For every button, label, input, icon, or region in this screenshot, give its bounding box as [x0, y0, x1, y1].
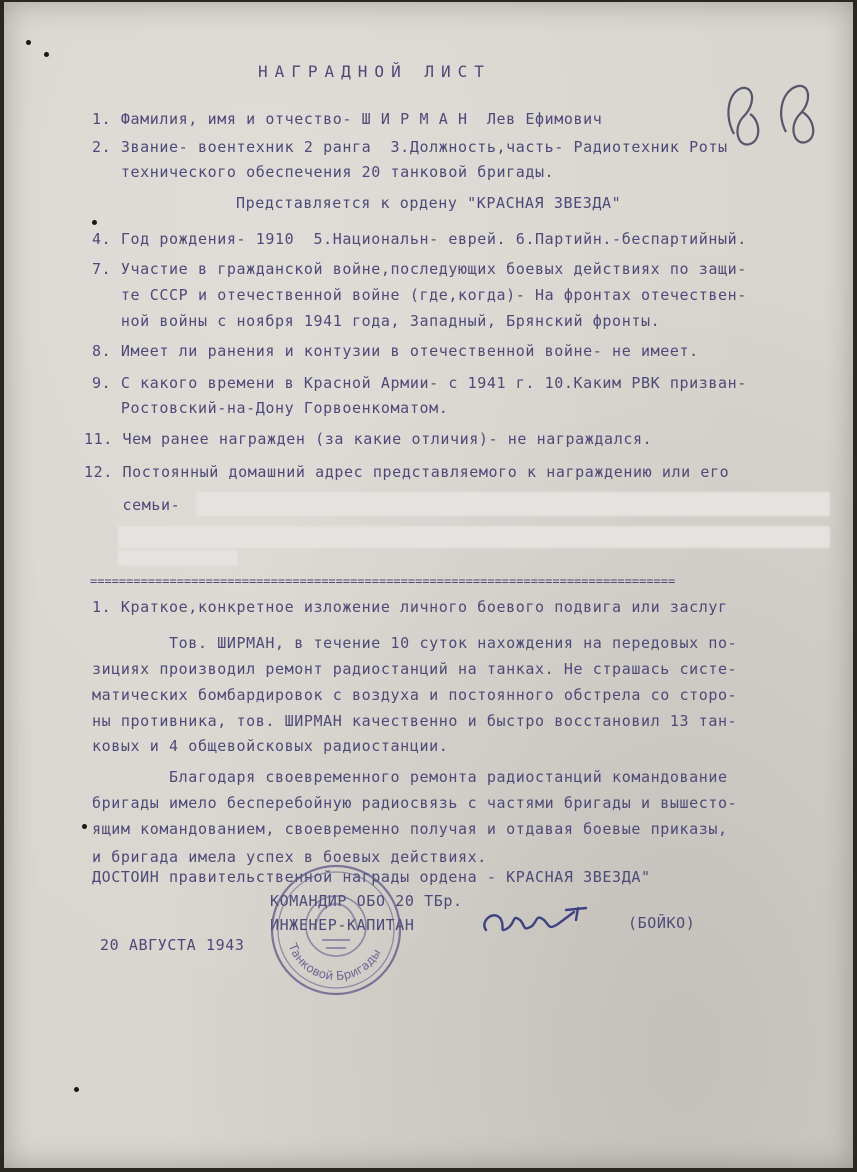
- line-7-participation-3: ной войны с ноября 1941 года, Западный, Брянский фронты.: [92, 312, 661, 330]
- feat-line-7: бригады имело бесперебойную радиосвязь с частями бригады и вышесто-: [92, 794, 738, 812]
- document-date: 20 АВГУСТА 1943: [100, 936, 245, 954]
- commander-rank: ИНЖЕНЕР-КАПИТАН: [270, 916, 415, 934]
- order-recommendation: Представляется к ордену "КРАСНАЯ ЗВЕЗДА": [236, 194, 622, 212]
- feat-line-6: Благодаря своевременного ремонта радиостанций командование: [92, 768, 728, 786]
- document-title: НАГРАДНОЙ ЛИСТ: [258, 62, 491, 81]
- line-7-participation-2: те СССР и отечественной войне (где,когда)- На фронтах отечествен-: [92, 286, 747, 304]
- official-stamp: [266, 860, 406, 1000]
- svg-text:Танковой Бригады: [285, 940, 383, 983]
- feat-line-1: Тов. ШИРМАН, в течение 10 суток нахождения на передовых по-: [92, 634, 738, 652]
- feat-line-2: зициях производил ремонт радиостанций на танках. Не страшась систе-: [92, 660, 738, 678]
- line-2-rank: 2. Звание- воентехник 2 ранга 3.Должность,часть- Радиотехник Роты: [92, 138, 728, 156]
- line-12-address: 12. Постоянный домашний адрес представляемого к награждению или его: [84, 463, 730, 481]
- commander-title: КОМАНДИР ОБО 20 ТБр.: [270, 892, 463, 910]
- line-2-unit: технического обеспечения 20 танковой бригады.: [92, 163, 555, 181]
- line-1-name: 1. Фамилия, имя и отчество- Ш И Р М А Н Лев Ефимович: [92, 110, 603, 128]
- award-sheet: [4, 2, 853, 1168]
- line-12-address-2: семьи-: [84, 496, 181, 514]
- worthy-line: ДОСТОИН правительственной награды ордена - КРАСНАЯ ЗВЕЗДА": [92, 868, 651, 886]
- redacted-address: [196, 492, 830, 516]
- feat-line-3: матических бомбардировок с воздуха и постоянного обстрела со сторо-: [92, 686, 738, 704]
- signature-name: (БОЙКО): [628, 914, 696, 932]
- handwritten-number-text: 88: [716, 74, 718, 75]
- stamp-text: Танковой Бригады: [285, 941, 384, 984]
- punch-hole: [82, 824, 87, 829]
- handwritten-number: [716, 74, 846, 154]
- redacted-address-3: [118, 550, 238, 566]
- punch-hole: [26, 40, 31, 45]
- line-7-participation: 7. Участие в гражданской войне,последующих боевых действиях по защи-: [92, 260, 747, 278]
- line-11-awards: 11. Чем ранее награжден (за какие отличия)- не награждался.: [84, 430, 653, 448]
- redacted-address-2: [118, 526, 830, 548]
- punch-hole: [44, 52, 49, 57]
- feat-line-5: ковых и 4 общевойсковых радиостанции.: [92, 737, 449, 755]
- feat-heading: 1. Краткое,конкретное изложение личного боевого подвига или заслуг: [92, 598, 728, 616]
- punch-hole: [74, 1087, 79, 1092]
- line-8-wounds: 8. Имеет ли ранения и контузии в отечественной войне- не имеет.: [92, 342, 699, 360]
- separator-line: =================================================================================: [90, 574, 676, 588]
- punch-hole: [92, 220, 97, 225]
- line-9-service: 9. С какого времени в Красной Армии- с 1941 г. 10.Каким РВК призван-: [92, 374, 747, 392]
- signature: [478, 902, 608, 942]
- feat-line-9: и бригада имела успех в боевых действиях.: [92, 848, 487, 866]
- feat-line-4: ны противника, тов. ШИРМАН качественно и быстро восстановил 13 тан-: [92, 712, 738, 730]
- line-4-birth: 4. Год рождения- 1910 5.Национальн- еврей. 6.Партийн.-беспартийный.: [92, 230, 747, 248]
- feat-line-8: ящим командованием, своевременно получая и отдавая боевые приказы,: [92, 820, 728, 838]
- line-9-service-2: Ростовский-на-Дону Горвоенкоматом.: [92, 399, 449, 417]
